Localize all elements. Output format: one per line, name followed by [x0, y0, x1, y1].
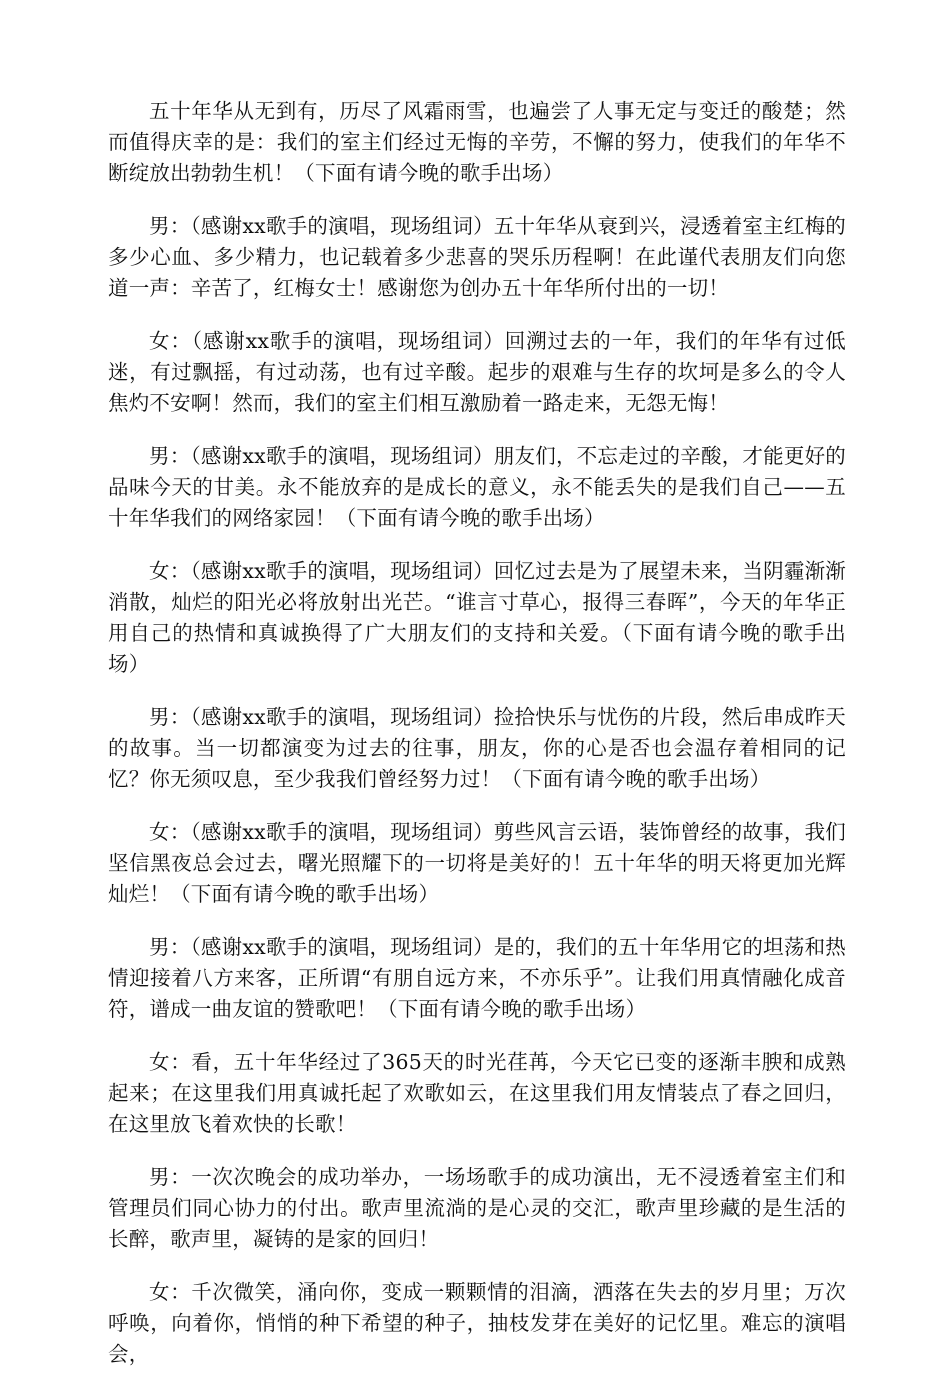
- paragraph-4: 男：（感谢xx歌手的演唱，现场组词）朋友们，不忘走过的辛酸，才能更好的品味今天的甘美。永不能放弃的是成长的意义，永不能丢失的是我们自己——五十年华我们的网络家园！（下面有请今晚的歌手出场）: [108, 444, 846, 530]
- paragraph-2: 男：（感谢xx歌手的演唱，现场组词）五十年华从衰到兴，浸透着室主红梅的多少心血、多少精力，也记载着多少悲喜的哭乐历程啊！在此谨代表朋友们向您道一声：辛苦了，红梅女士！感谢您为创办五十年华所付出的一切！: [108, 214, 846, 300]
- paragraph-1: 五十年华从无到有，历尽了风霜雨雪，也遍尝了人事无定与变迁的酸楚；然而值得庆幸的是：我们的室主们经过无悔的辛劳，不懈的努力，使我们的年华不断绽放出勃勃生机！（下面有请今晚的歌手出场）: [108, 99, 846, 185]
- paragraph-3: 女：（感谢xx歌手的演唱，现场组词）回溯过去的一年，我们的年华有过低迷，有过飘摇，有过动荡，也有过辛酸。起步的艰难与生存的坎坷是多么的令人焦灼不安啊！然而，我们的室主们相互激励着一路走来，无怨无悔！: [108, 329, 846, 415]
- paragraph-8: 男：（感谢xx歌手的演唱，现场组词）是的，我们的五十年华用它的坦荡和热情迎接着八方来客，正所谓“有朋自远方来，不亦乐乎”。让我们用真情融化成音符，谱成一曲友谊的赞歌吧！（下面有请今晚的歌手出场）: [108, 935, 846, 1021]
- paragraph-9: 女：看，五十年华经过了365天的时光荏苒，今天它已变的逐渐丰腴和成熟起来；在这里我们用真诚托起了欢歌如云，在这里我们用友情装点了春之回归，在这里放飞着欢快的长歌！: [108, 1050, 846, 1136]
- document-body: [108, 96, 846, 1392]
- paragraph-10: 男：一次次晚会的成功举办，一场场歌手的成功演出，无不浸透着室主们和管理员们同心协力的付出。歌声里流淌的是心灵的交汇，歌声里珍藏的是生活的长醉，歌声里，凝铸的是家的回归！: [108, 1165, 846, 1251]
- paragraph-6: 男：（感谢xx歌手的演唱，现场组词）捡拾快乐与忧伤的片段，然后串成昨天的故事。当一切都演变为过去的往事，朋友，你的心是否也会温存着相同的记忆？你无须叹息，至少我我们曾经努力过！（下面有请今晚的歌手出场）: [108, 705, 846, 791]
- paragraph-11: 女：千次微笑，涌向你，变成一颗颗情的泪滴，洒落在失去的岁月里；万次呼唤，向着你，悄悄的种下希望的种子，抽枝发芽在美好的记忆里。难忘的演唱会，: [108, 1280, 846, 1366]
- paragraph-7: 女：（感谢xx歌手的演唱，现场组词）剪些风言云语，装饰曾经的故事，我们坚信黑夜总会过去，曙光照耀下的一切将是美好的！五十年华的明天将更加光辉灿烂！（下面有请今晚的歌手出场）: [108, 820, 846, 906]
- paragraph-5: 女：（感谢xx歌手的演唱，现场组词）回忆过去是为了展望未来，当阴霾渐渐消散，灿烂的阳光必将放射出光芒。“谁言寸草心，报得三春晖”，今天的年华正用自己的热情和真诚换得了广大朋友们的支持和关爱。（下面有请今晚的歌手出场）: [108, 559, 846, 676]
